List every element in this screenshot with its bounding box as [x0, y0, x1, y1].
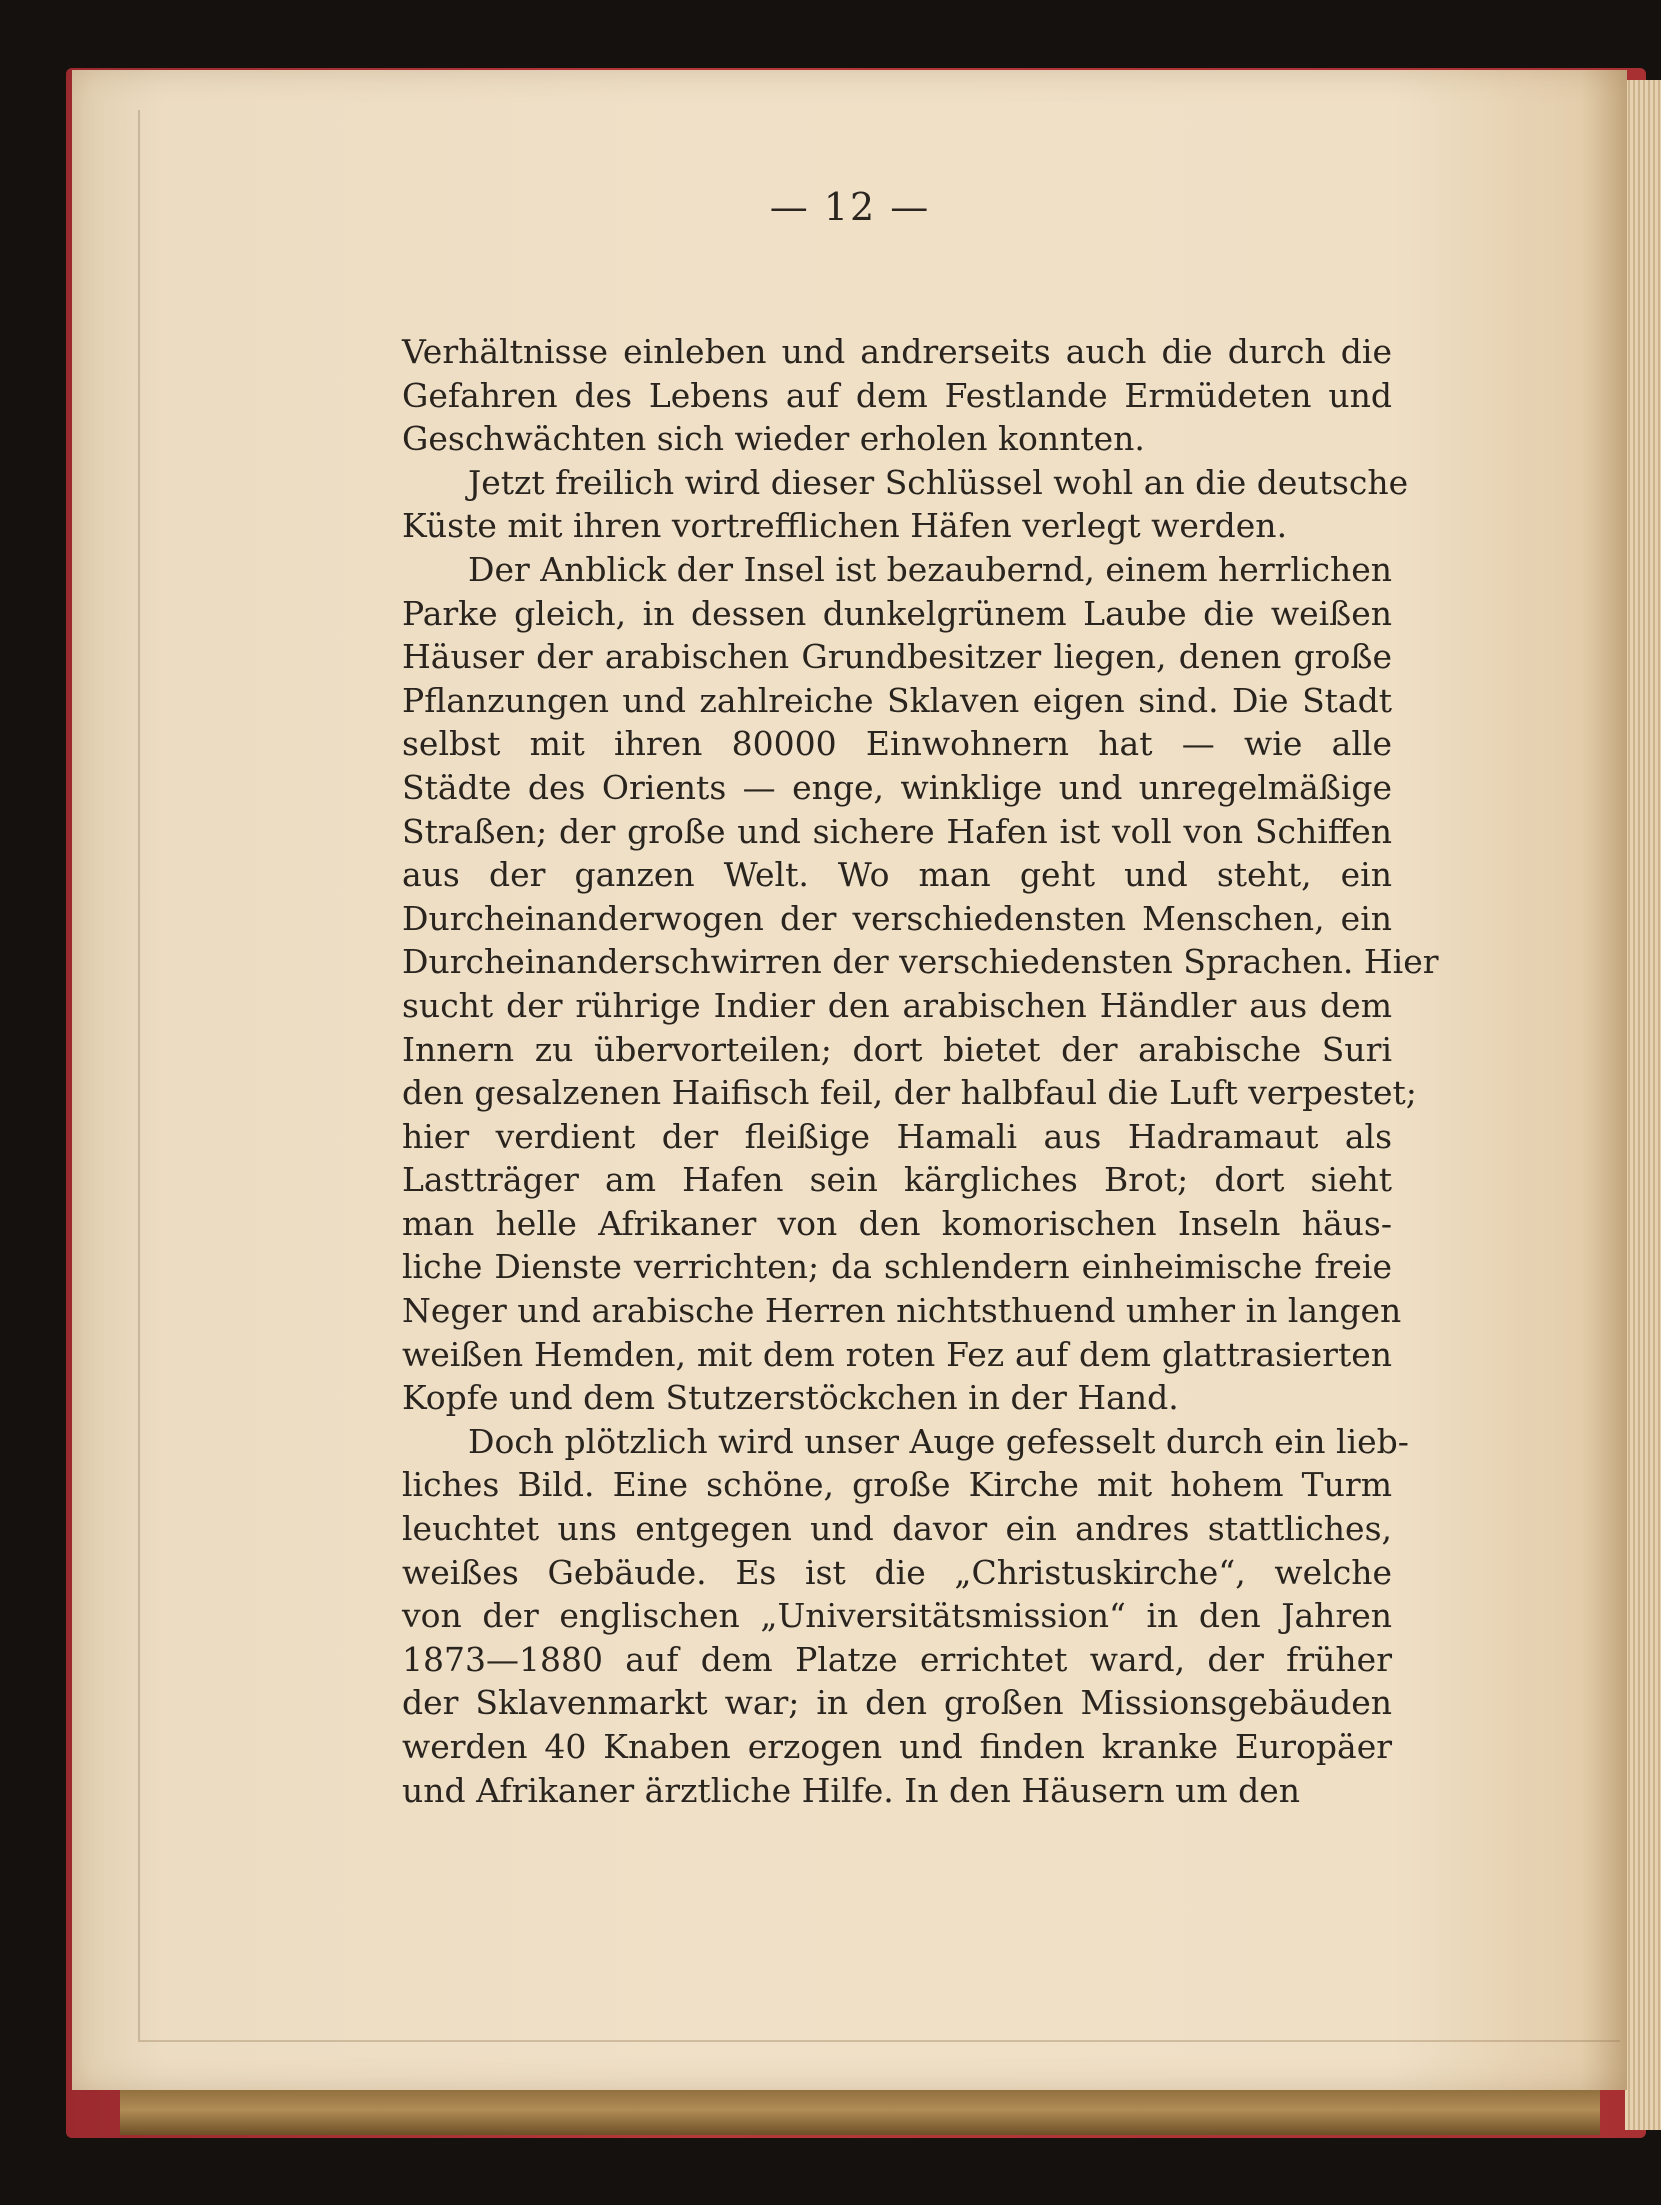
text-line: den gesalzenen Haifisch feil, der halbfaul die Luft verpestet;	[402, 1073, 1417, 1113]
text-line: selbst mit ihren 80000 Einwohnern hat — wie alle	[402, 724, 1392, 764]
text-line: Parke gleich, in dessen dunkelgrünem Laube die weißen	[402, 593, 1392, 633]
text-line: Städte des Orients — enge, winklige und unregelmäßige	[402, 767, 1392, 807]
text-line: liche Dienste verrichten; da schlendern einheimische freie	[402, 1247, 1392, 1287]
text-line: werden 40 Knaben erzogen und finden kranke Europäer	[402, 1727, 1392, 1766]
text-line: hier verdient der fleißige Hamali aus Hadramaut als	[402, 1116, 1392, 1156]
text-line: man helle Afrikaner von den komorischen Inseln häus-	[402, 1203, 1392, 1243]
text-line: Neger und arabische Herren nichtsthuend umher in langen	[402, 1291, 1402, 1331]
paragraphs	[402, 330, 1439, 1812]
text-line: Geschwächten sich wieder erholen konnten.	[402, 419, 1145, 459]
text-line: leuchtet uns entgegen und davor ein andres stattliches,	[402, 1509, 1392, 1549]
cover-bottom-edge	[120, 2085, 1600, 2135]
text-line: von der englischen „Universitätsmission“ in den Jahren	[402, 1596, 1392, 1636]
text-line: Straßen; der große und sichere Hafen ist voll von Schiffen	[402, 811, 1392, 851]
text-line: liches Bild. Eine schöne, große Kirche mit hohem Turm	[402, 1465, 1392, 1505]
page-edges	[1625, 80, 1661, 2130]
text-line: Verhältnisse einleben und andrerseits auch die durch die	[402, 332, 1392, 371]
text-line: Der Anblick der Insel ist bezaubernd, einem herrlichen	[468, 549, 1392, 589]
text-line: sucht der rührige Indier den arabischen Händler aus dem	[402, 985, 1392, 1025]
text-line: Doch plötzlich wird unser Auge gefesselt durch ein lieb-	[468, 1421, 1409, 1461]
text-line: Gefahren des Lebens auf dem Festlande Ermüdeten und	[402, 375, 1392, 415]
text-line: Pflanzungen und zahlreiche Sklaven eigen sind. Die Stadt	[402, 680, 1392, 720]
text-line: und Afrikaner ärztliche Hilfe. In den Häusern um den	[402, 1770, 1301, 1810]
text-line: Küste mit ihren vortrefflichen Häfen verlegt werden.	[402, 506, 1288, 546]
text-line: Kopfe und dem Stutzerstöckchen in der Hand.	[402, 1378, 1179, 1418]
text-line: 1873—1880 auf dem Platze errichtet ward, der früher	[402, 1639, 1392, 1679]
text-line: Innern zu übervorteilen; dort bietet der arabische Suri	[402, 1029, 1392, 1069]
text-line: der Sklavenmarkt war; in den großen Missionsgebäuden	[402, 1683, 1392, 1723]
text-line: aus der ganzen Welt. Wo man geht und steht, ein	[402, 855, 1392, 895]
text-line: Häuser der arabischen Grundbesitzer liegen, denen große	[402, 637, 1392, 677]
text-line: Jetzt freilich wird dieser Schlüssel wohl an die deutsche	[468, 462, 1409, 502]
body-text	[402, 330, 1439, 1812]
page-number: — 12 —	[769, 185, 931, 229]
text-line: Lastträger am Hafen sein kärgliches Brot; dort sieht	[402, 1160, 1392, 1200]
text-line: Durcheinanderschwirren der verschiedensten Sprachen. Hier	[402, 942, 1439, 982]
text-line: Durcheinanderwogen der verschiedensten Menschen, ein	[402, 898, 1392, 938]
text-line: weißen Hemden, mit dem roten Fez auf dem glattrasierten	[402, 1334, 1392, 1374]
text-line: weißes Gebäude. Es ist die „Christuskirche“, welche	[402, 1552, 1392, 1592]
